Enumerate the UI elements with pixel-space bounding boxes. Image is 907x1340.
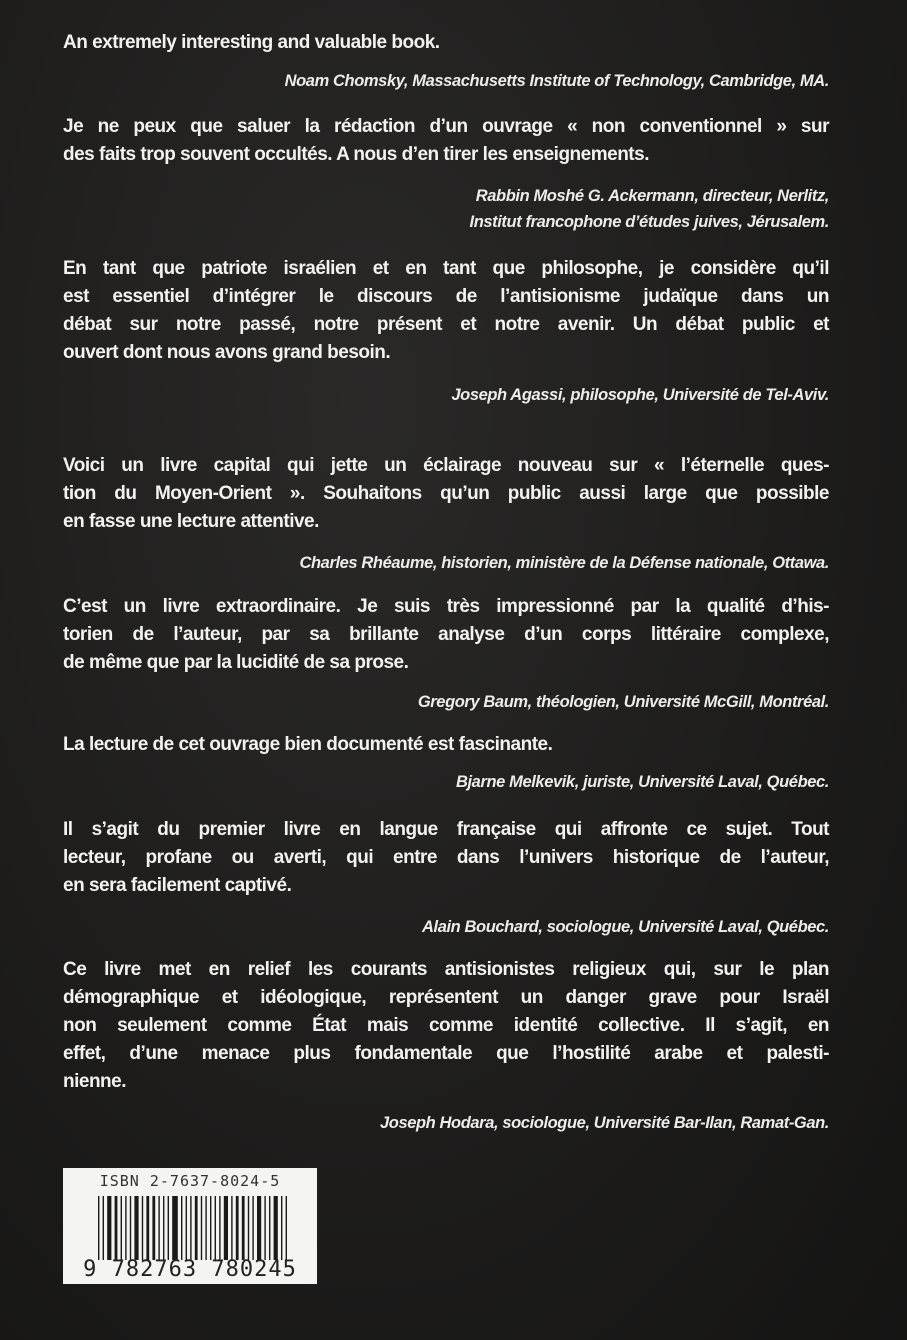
blurb-attribution: Joseph Hodara, sociologue, Université Bar-Ilan, Ramat-Gan.: [379, 1114, 829, 1132]
barcode-bar: [210, 1196, 211, 1260]
barcode-bar: [269, 1196, 270, 1260]
barcode-bar: [142, 1196, 143, 1260]
blurb-quote-line: de même que par la lucidité de sa prose.: [63, 652, 409, 673]
barcode-bar: [205, 1196, 206, 1260]
barcode-bar: [242, 1196, 245, 1260]
blurb-quote-line: en sera facilement captivé.: [63, 875, 292, 896]
blurb-attribution: Charles Rhéaume, historien, ministère de la Défense nationale, Ottawa.: [299, 554, 829, 572]
blurb-attribution: Alain Bouchard, sociologue, Université Laval, Québec.: [422, 918, 829, 936]
barcode-bar: [190, 1196, 191, 1260]
barcode-bar: [281, 1196, 282, 1260]
barcode-bar: [115, 1196, 118, 1260]
blurb-attribution: Institut francophone d’études juives, Jérusalem.: [469, 213, 829, 231]
blurb-quote-line: En tant que patriote israélien et en tant que philosophe, je considère qu’il: [63, 258, 829, 279]
barcode-bar: [98, 1196, 99, 1260]
barcode-bar: [224, 1196, 228, 1260]
blurb-quote-line: débat sur notre passé, notre présent et notre avenir. Un débat public et: [63, 314, 829, 335]
blurb-quote-line: des faits trop souvent occultés. A nous d’en tirer les enseignements.: [63, 144, 649, 165]
blurb-quote-line: non seulement comme État mais comme identité collective. Il s’agit, en: [63, 1015, 829, 1036]
barcode-bar: [236, 1196, 239, 1260]
blurb-quote-line: lecteur, profane ou averti, qui entre dans l’univers historique de l’auteur,: [63, 847, 829, 868]
barcode-bar: [107, 1196, 111, 1260]
barcode-bar: [215, 1196, 216, 1260]
barcode-bar: [231, 1196, 232, 1260]
barcode-bar: [186, 1196, 187, 1260]
barcode-bar: [201, 1196, 202, 1260]
barcode-bar: [158, 1196, 159, 1260]
blurb-quote-line: C’est un livre extraordinaire. Je suis très impressionné par la qualité d’his-: [63, 596, 829, 617]
blurb-attribution: Bjarne Melkevik, juriste, Université Laval, Québec.: [455, 773, 829, 791]
barcode-bar: [121, 1196, 122, 1260]
barcode-bar: [274, 1196, 278, 1260]
barcode-bar: [248, 1196, 249, 1260]
blurb-quote-line: Ce livre met en relief les courants antisionistes religieux qui, sur le plan: [63, 959, 829, 980]
barcode-bar: [172, 1196, 178, 1260]
barcode-bar: [257, 1196, 261, 1260]
barcode-bar: [219, 1196, 220, 1260]
barcode-bar: [152, 1196, 155, 1260]
isbn-number: ISBN 2-7637-8024-5: [99, 1172, 281, 1190]
blurb-quote-line: La lecture de cet ouvrage bien documenté est fascinante.: [63, 734, 553, 755]
blurb-attribution: Joseph Agassi, philosophe, Université de Tel-Aviv.: [451, 386, 829, 404]
barcode-bar: [195, 1196, 198, 1260]
blurb-attribution: Noam Chomsky, Massachusetts Institute of Technology, Cambridge, MA.: [284, 72, 829, 90]
blurb-quote-line: Je ne peux que saluer la rédaction d’un ouvrage « non conventionnel » sur: [63, 116, 829, 137]
barcode-bars: [98, 1196, 293, 1260]
barcode-bar: [264, 1196, 265, 1260]
blurb-quote-line: An extremely interesting and valuable book.: [63, 32, 440, 53]
blurb-quote-line: est essentiel d’intégrer le discours de l’antisionisme judaïque dans un: [63, 286, 829, 307]
blurb-quote-line: nienne.: [63, 1071, 127, 1092]
barcode-bar: [125, 1196, 126, 1260]
barcode-bar: [146, 1196, 149, 1260]
blurb-quote-line: torien de l’auteur, par sa brillante analyse d’un corps littéraire complexe,: [63, 624, 829, 645]
blurb-attribution: Rabbin Moshé G. Ackermann, directeur, Nerlitz,: [475, 187, 829, 205]
blurb-quote-line: Voici un livre capital qui jette un éclairage nouveau sur « l’éternelle ques-: [63, 455, 829, 476]
blurb-quote-line: en fasse une lecture attentive.: [63, 511, 319, 532]
barcode-bar: [168, 1196, 169, 1260]
blurb-quote-line: effet, d’une menace plus fondamentale que l’hostilité arabe et palesti-: [63, 1043, 829, 1064]
blurb-quote-line: démographique et idéologique, représentent un danger grave pour Israël: [63, 987, 829, 1008]
ean-number: 9 782763 780245: [83, 1257, 297, 1282]
barcode-bar: [181, 1196, 182, 1260]
barcode-bar: [163, 1196, 164, 1260]
isbn-barcode: [63, 1168, 317, 1284]
barcode-bar: [286, 1196, 287, 1260]
barcode-bar: [103, 1196, 104, 1260]
barcode-bar: [252, 1196, 253, 1260]
barcode-bar: [130, 1196, 131, 1260]
blurb-quote-line: Il s’agit du premier livre en langue française qui affronte ce sujet. Tout: [63, 819, 829, 840]
barcode-bar: [134, 1196, 138, 1260]
blurb-attribution: Gregory Baum, théologien, Université McGill, Montréal.: [417, 693, 829, 711]
blurb-quote-line: ouvert dont nous avons grand besoin.: [63, 342, 391, 363]
blurb-quote-line: tion du Moyen-Orient ». Souhaitons qu’un public aussi large que possible: [63, 483, 829, 504]
